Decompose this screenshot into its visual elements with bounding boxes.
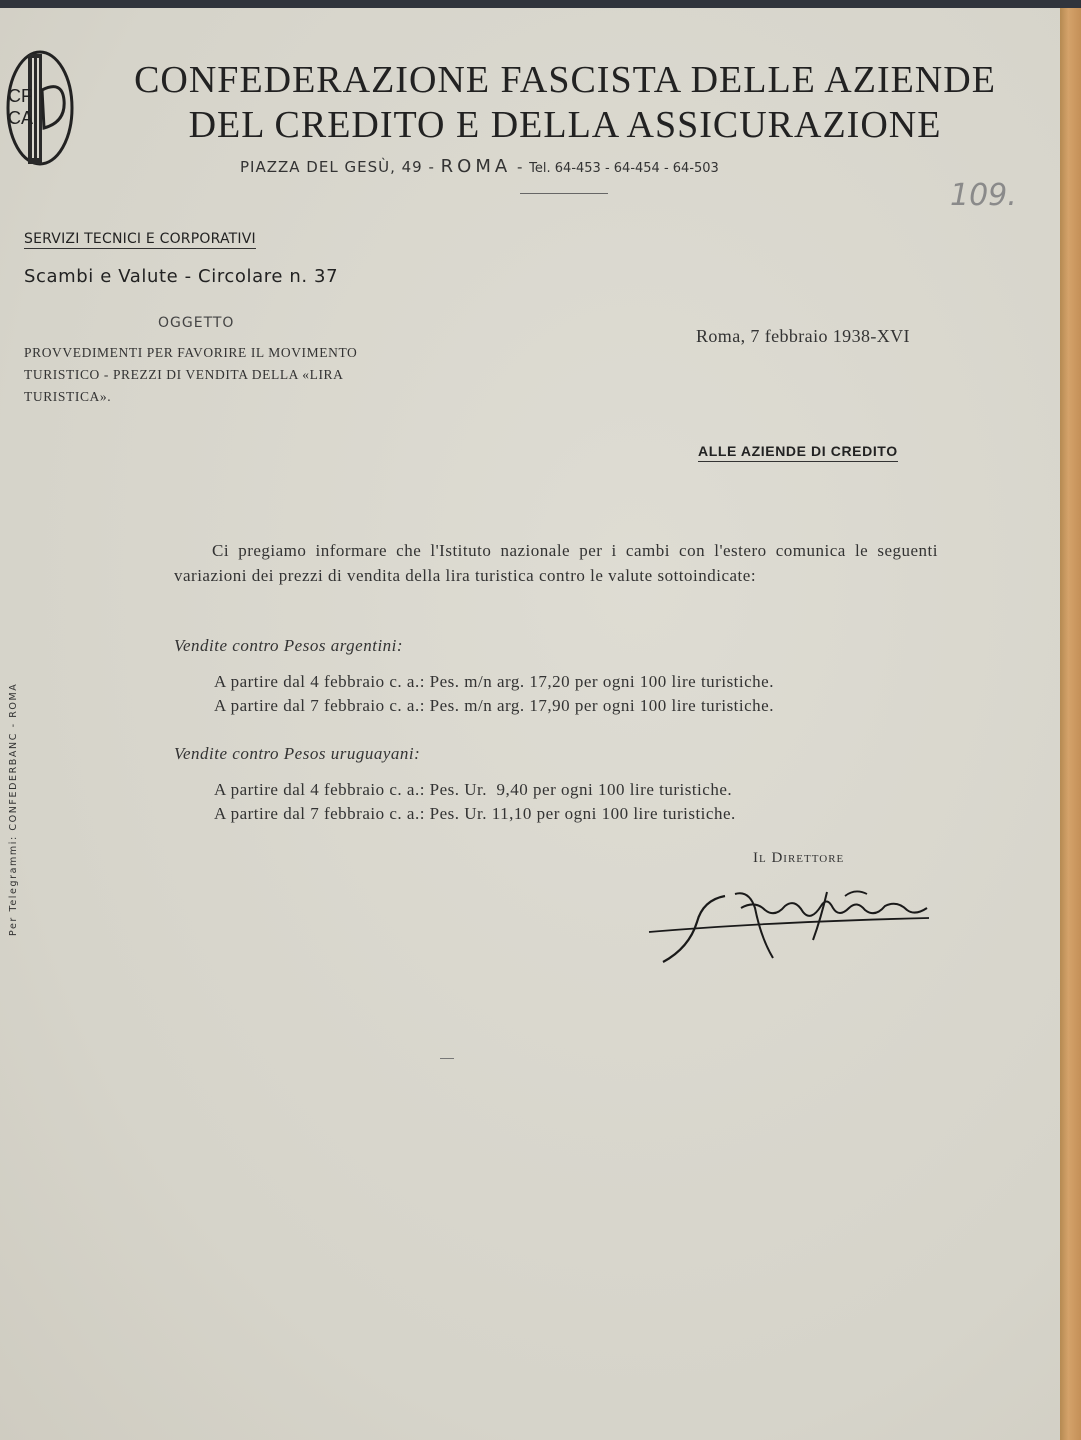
- telegram-address-vertical: [8, 666, 32, 936]
- rate-line: A partire dal 4 febbraio c. a.: Pes. Ur. 9,40 per ogni 100 lire turistiche.: [214, 780, 733, 799]
- letterhead-rule: [520, 193, 608, 194]
- address-street: PIAZZA DEL GESÙ, 49 -: [240, 158, 435, 176]
- addressee: ALLE AZIENDE DI CREDITO: [698, 443, 898, 462]
- rate-line: A partire dal 7 febbraio c. a.: Pes. Ur. 11,10 per ogni 100 lire turistiche.: [214, 804, 736, 823]
- circular-number: Scambi e Valute - Circolare n. 37: [24, 266, 339, 287]
- section-title-uruguayan: Vendite contro Pesos uruguayani:: [174, 744, 421, 763]
- address-separator: -: [516, 158, 524, 176]
- letter-body: [174, 538, 938, 588]
- binder-edge: [1060, 0, 1081, 1440]
- director-signature: [645, 878, 935, 968]
- letterhead-line-2: DEL CREDITO E DELLA ASSICURAZIONE: [188, 104, 942, 146]
- scan-top-border: [0, 0, 1081, 8]
- address-telephone: Tel. 64-453 - 64-454 - 64-503: [529, 161, 719, 176]
- letter-date: Roma, 7 febbraio 1938-XVI: [696, 326, 910, 346]
- subject-text: PROVVEDIMENTI PER FAVORIRE IL MOVIMENTO TURISTICO - PREZZI DI VENDITA DELLA «LIRA TURISTICA».: [24, 345, 358, 404]
- signatory-title: Il Direttore: [753, 850, 845, 866]
- rate-line: A partire dal 7 febbraio c. a.: Pes. m/n arg. 17,90 per ogni 100 lire turistiche.: [214, 696, 774, 715]
- stray-mark: [440, 1058, 454, 1059]
- letter-body-text: Ci pregiamo informare che l'Istituto nazionale per i cambi con l'estero comunica le seguenti variazioni dei prezzi di vendita della lira turistica contro le valute sottoindicate:: [174, 541, 938, 585]
- handwritten-page-number: 109.: [950, 178, 1017, 213]
- subject-label: OGGETTO: [158, 315, 235, 331]
- svg-text:CF: CF: [8, 86, 32, 106]
- department-label: SERVIZI TECNICI E CORPORATIVI: [24, 231, 256, 247]
- letterhead-address: [240, 156, 940, 177]
- rate-line: A partire dal 4 febbraio c. a.: Pes. m/n arg. 17,20 per ogni 100 lire turistiche.: [214, 672, 774, 691]
- address-city: ROMA: [440, 156, 512, 177]
- svg-text:CA: CA: [8, 108, 34, 128]
- telegram-address-text: Per Telegrammi: CONFEDERBANC - ROMA: [8, 682, 19, 936]
- letterhead-line-1: CONFEDERAZIONE FASCISTA DELLE AZIENDE: [134, 59, 996, 101]
- section-title-argentine: Vendite contro Pesos argentini:: [174, 636, 404, 655]
